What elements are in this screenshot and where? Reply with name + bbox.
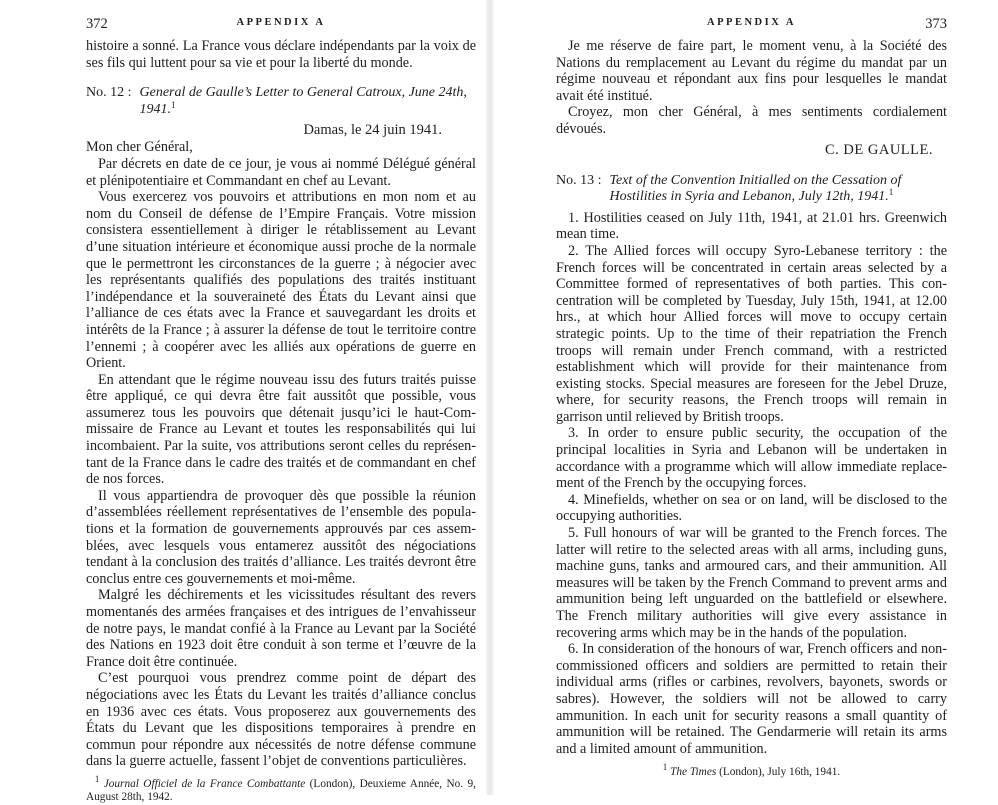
convention-article: 6. In consideration of the honours of war, French officers and non-commissioned officers and soldiers are permitted to retain their individual arms (rifles or carbines, revolvers, bayonets, swords or sabres). However, the soldiers will not be allowed to carry ammunition. In each unit for security reasons a small quantity of ammunition will be retained. The Gendarmerie will retain its arms and a limited amount of ammunition.	[556, 641, 947, 757]
letter-closing: Croyez, mon cher Général, à mes sentiments cordialement dévoués.	[556, 104, 947, 137]
document-title-wrap	[610, 173, 948, 206]
footnote-details: (London), July 16th, 1941.	[716, 766, 841, 779]
footnote-marker: 1	[662, 762, 668, 773]
left-running-head	[86, 16, 476, 38]
right-page	[494, 0, 998, 795]
left-page-column	[86, 16, 476, 805]
document-number: No. 13 :	[556, 172, 602, 188]
footnote-marker: 1	[94, 773, 100, 784]
document-number: No. 12 :	[86, 85, 132, 101]
running-head-title: APPENDIX A	[707, 17, 796, 28]
dateline: Damas, le 24 juin 1941.	[303, 122, 442, 139]
continuation-paragraph: histoire a sonné. La France vous déclare indépendants par la voix de ses fils qui luttent pour sa vie et pour la liberté du monde.	[86, 38, 476, 71]
letter-paragraph: C’est pourquoi vous prendrez comme point de départ des négociations avec les États du Levant les traités d’alliance conclus en 1936 avec ces états. Vous proposerez aux gouvernements des États du Levant que les dispositions temporaires à prendre en commun pour répondre aux nécessités de notre défense commune dans la guerre actuelle, fassent l’objet de conventions particulières.	[86, 670, 476, 770]
running-head-title: APPENDIX A	[236, 17, 326, 28]
page-number: 373	[925, 16, 947, 32]
letter-paragraph: Je me réserve de faire part, le moment venu, à la Société des Nations du remplacement au Levant du régime du mandat par un régime nouveau et répondant aux fins pour lesquelles le mandat avait été institué.	[556, 38, 947, 104]
book-gutter	[486, 0, 494, 795]
page-number: 372	[86, 16, 108, 32]
footnote-source: Journal Officiel de la France Combattante	[103, 777, 306, 790]
document-heading-13	[556, 173, 947, 206]
convention-article: 2. The Allied forces will occupy Syro-Lebanese territory : the French forces will be concentrated in certain areas selected by a Committee formed of representatives of both parties. This concentration will be completed by Tuesday, July 15th, 1941, at 12.00 hrs., at which hour Allied forces will move to occupy certain strategic points. Up to the time of their repatriation the French troops will remain under French command, with a restricted establishment which will provide for their maintenance from existing stocks. Special measures are foreseen for the Jebel Druze, where, for security reasons, the French troops will remain in garrison until relieved by British troops.	[556, 242, 947, 425]
convention-article: 5. Full honours of war will be granted to the French forces. The latter will retire to the selected areas with all arms, including guns, machine guns, tanks and armoured cars, and their ammunition. All measures will be taken by the French Command to prevent arms and ammunition being left unguarded on the battlefield or elsewhere. The French military authorities will give every assistance in recovering arms which may be in the hands of the population.	[556, 525, 947, 641]
convention-article: 1. Hostilities ceased on July 11th, 1941, at 21.01 hrs. Greenwich mean time.	[556, 209, 947, 243]
salutation: Mon cher Général,	[86, 139, 193, 156]
footnote-ref: 1	[888, 187, 894, 198]
left-page	[0, 0, 486, 804]
document-title-wrap	[140, 85, 477, 118]
letter-paragraph: Par décrets en date de ce jour, je vous ai nommé Délégué général et plénipotentiaire et Commandant en chef au Levant.	[86, 155, 476, 189]
convention-article: 3. In order to ensure public security, the occupation of the principal localities in Syria and Lebanon will be undertaken in accordance with a programme which will allow immediate replacement of the French by the occupying forces.	[556, 425, 947, 492]
footnote-ref: 1	[171, 99, 176, 110]
footnote-details: (London), Deuxieme Année, No. 9, August 28th, 1942.	[86, 777, 477, 804]
footnote-source: The Times	[670, 766, 717, 779]
letter-paragraph: En attendant que le régime nouveau issu des futurs traités puisse être appliqué, ce qui devra être fait aussitôt que possible, vous assumerez tous les pouvoirs que détenait jusqu’ici le haut-Commissaire de France au Levant et toutes les responsabilités qui lui incombaient. Par la suite, vos attributions seront celles du représentant de la France dans le cadre des traités et de commandant en chef de nos forces.	[86, 371, 476, 488]
letter-paragraph: Il vous appartiendra de provoquer dès que possible la réunion d’assemblées réellement représentatives de l’ensemble des populations et la formation de gouvernements approuvés par ces assemblées, avec lesquels vous entamerez aussitôt des négociations tendant à la conclusion des traités d’alliance. Les traités devront être conclus entre ces gouvernements et moi-même.	[86, 487, 476, 587]
footnote	[86, 773, 477, 805]
document-title: General de Gaulle’s Letter to General Catroux, June 24th, 1941.	[139, 85, 467, 117]
right-running-head	[556, 16, 947, 38]
document-title: Text of the Convention Initialled on the Cessation of Hostilities in Syria and Lebanon, July 12th, 1941.	[609, 172, 902, 205]
right-page-column	[556, 16, 947, 780]
document-heading-12	[86, 85, 476, 118]
letter-paragraph: Malgré les déchirements et les vicissitudes résultant des revers momentanés des armées françaises et des intrigues de l’envahisseur de notre pays, le mandat confié à la France au Levant par la Société des Nations en 1923 doit être conduit à son terme et l’œuvre de la France doit être continuée.	[86, 587, 476, 670]
convention-article: 4. Minefields, whether on sea or on land, will be disclosed to the occupying authorities.	[556, 491, 947, 525]
footnote	[556, 762, 947, 780]
signature: C. DE GAULLE.	[825, 141, 933, 158]
letter-paragraph: Vous exercerez vos pouvoirs et attributions en mon nom et au nom du Conseil de défense de l’Empire Français. Votre mission consistera essentiellement à diriger le rétablissement au Levant d’une situation intérieure et économique aussi proche de la normale que le permettront les circonstances de la guerre ; à négocier avec les représentants qualifiés des populations des traités instituant l’indépendance et la souveraineté des États du Levant ainsi que l’alliance de ces états avec la France et sauvegardant les droits et intérêts de la France ; à assurer la défense de tout le territoire contre l’ennemi ; à coopérer avec les alliés aux opérations de guerre en Orient.	[86, 189, 476, 372]
